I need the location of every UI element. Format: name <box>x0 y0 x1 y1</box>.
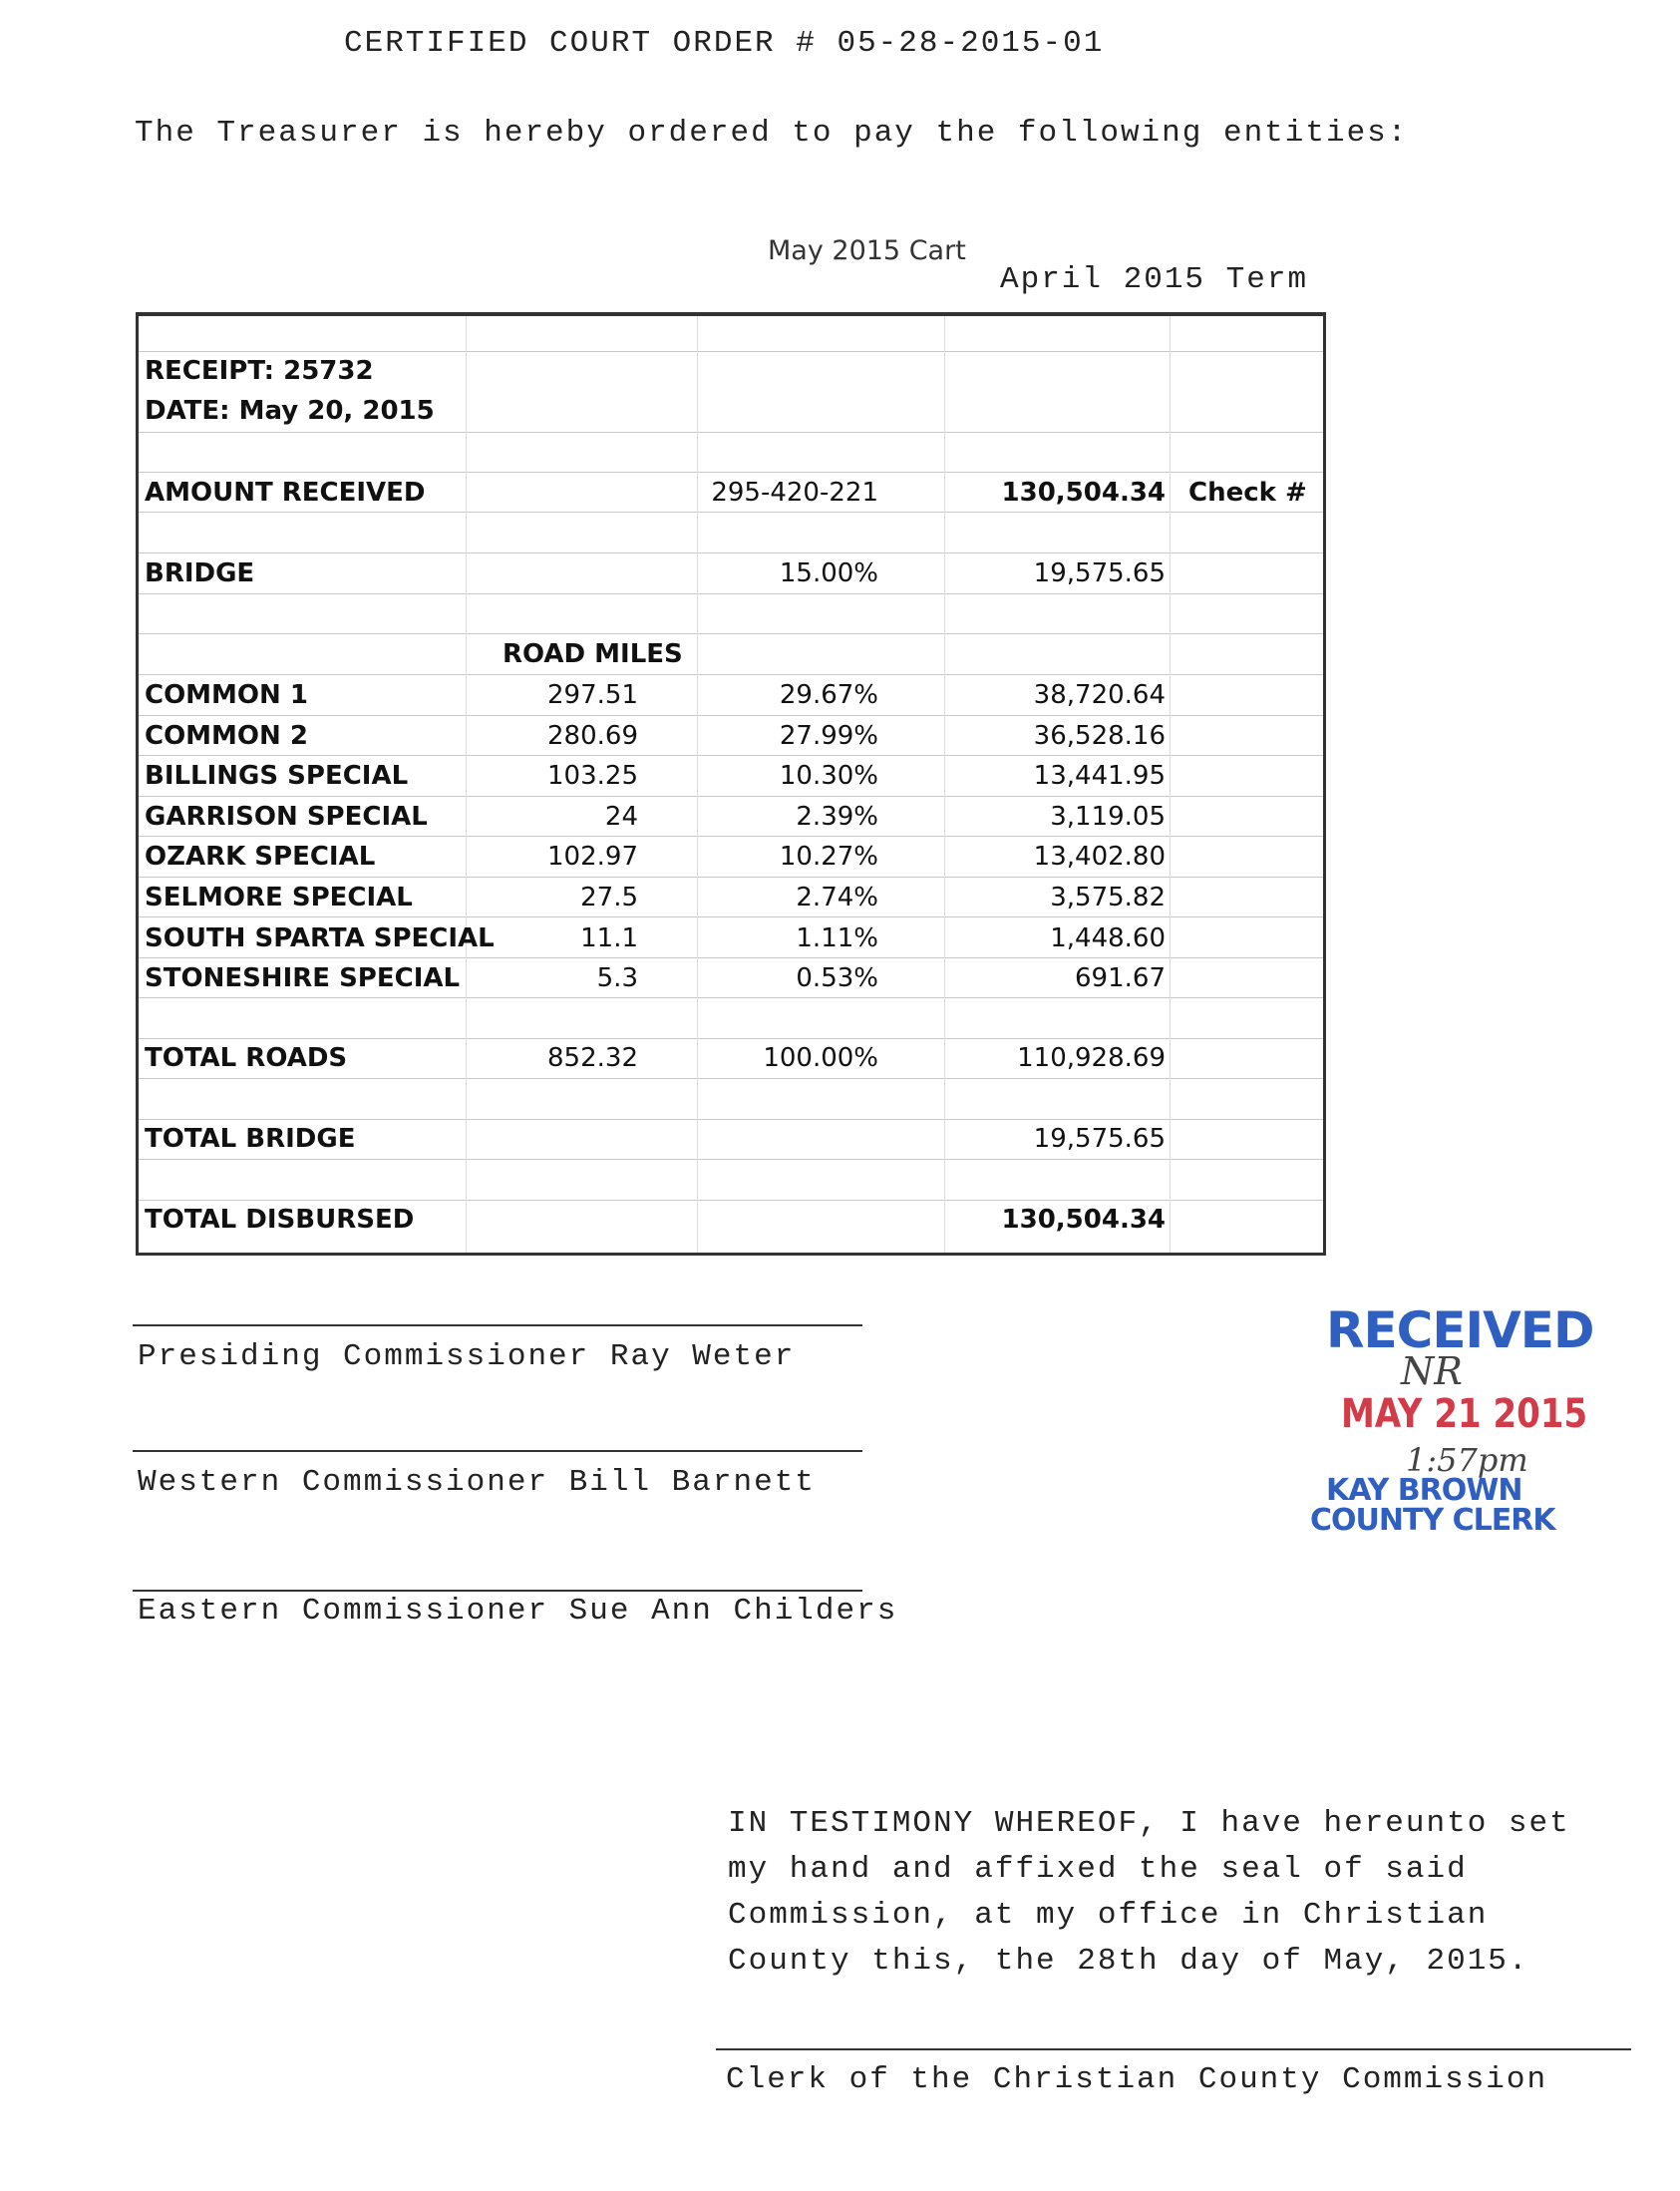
clerk-signature-line <box>716 2048 1631 2050</box>
amount-received-label: AMOUNT RECEIVED <box>145 478 426 508</box>
district-road-miles: 5.3 <box>596 963 638 993</box>
district-road-miles: 102.97 <box>547 842 638 872</box>
district-road-miles: 103.25 <box>547 761 638 791</box>
district-amount: 13,402.80 <box>1033 842 1166 872</box>
district-road-miles: 297.51 <box>547 680 638 710</box>
testimony-text: IN TESTIMONY WHEREOF, I have hereunto set my hand and affixed the seal of said Commission, at my office in Christian County this, the 28th day of May, 2015. <box>728 1806 1570 1979</box>
district-amount: 38,720.64 <box>1033 680 1166 710</box>
stamp-received-text: RECEIVED <box>1326 1301 1594 1359</box>
western-signature-line <box>133 1450 862 1452</box>
district-name: COMMON 2 <box>145 721 308 751</box>
district-amount: 13,441.95 <box>1033 761 1166 791</box>
district-road-miles: 280.69 <box>547 721 638 751</box>
district-percent: 29.67% <box>779 680 878 710</box>
district-amount: 36,528.16 <box>1033 721 1166 751</box>
district-name: COMMON 1 <box>145 680 308 710</box>
stamp-clerk-office: COUNTY CLERK <box>1310 1503 1555 1538</box>
district-percent: 10.30% <box>779 761 878 791</box>
total-roads-amount: 110,928.69 <box>1017 1043 1166 1073</box>
check-number-label: Check # <box>1188 478 1307 508</box>
district-percent: 27.99% <box>779 721 878 751</box>
total-roads-miles: 852.32 <box>547 1043 638 1073</box>
stamp-clerk-name: KAY BROWN <box>1326 1473 1522 1508</box>
receipt-number: RECEIPT: 25732 <box>145 356 374 386</box>
receipt-date: DATE: May 20, 2015 <box>145 396 435 426</box>
district-road-miles: 27.5 <box>580 883 638 913</box>
bridge-label: BRIDGE <box>145 558 255 588</box>
district-percent: 0.53% <box>796 963 878 993</box>
district-percent: 10.27% <box>779 842 878 872</box>
total-disbursed-amount: 130,504.34 <box>1001 1205 1166 1235</box>
eastern-commissioner: Eastern Commissioner Sue Ann Childers <box>138 1594 898 1629</box>
clerk-title: Clerk of the Christian County Commission <box>726 2062 1548 2097</box>
account-number: 295-420-221 <box>711 478 878 508</box>
district-name: BILLINGS SPECIAL <box>145 761 409 791</box>
total-bridge-label: TOTAL BRIDGE <box>145 1124 356 1154</box>
disbursement-table <box>136 312 1326 1256</box>
eastern-signature-line <box>133 1590 862 1592</box>
district-percent: 2.74% <box>796 883 878 913</box>
document-title: CERTIFIED COURT ORDER # 05-28-2015-01 <box>344 26 1105 61</box>
stamp-time: 1:57pm <box>1406 1441 1528 1479</box>
district-amount: 1,448.60 <box>1050 923 1166 953</box>
district-name: GARRISON SPECIAL <box>145 802 428 832</box>
district-name: STONESHIRE SPECIAL <box>145 963 461 993</box>
stamp-initials: NR <box>1401 1349 1463 1393</box>
presiding-signature-line <box>133 1324 862 1326</box>
district-amount: 691.67 <box>1075 963 1166 993</box>
amount-received-value: 130,504.34 <box>1001 478 1166 508</box>
district-road-miles: 11.1 <box>580 923 638 953</box>
district-name: SELMORE SPECIAL <box>145 883 413 913</box>
total-bridge-amount: 19,575.65 <box>1033 1124 1166 1154</box>
district-name: SOUTH SPARTA SPECIAL <box>145 923 495 953</box>
district-percent: 1.11% <box>796 923 878 953</box>
total-disbursed-label: TOTAL DISBURSED <box>145 1205 415 1235</box>
bridge-amount: 19,575.65 <box>1033 558 1166 588</box>
district-road-miles: 24 <box>604 802 638 832</box>
term-label: April 2015 Term <box>1000 262 1309 297</box>
total-roads-label: TOTAL ROADS <box>145 1043 348 1073</box>
total-roads-percent: 100.00% <box>763 1043 878 1073</box>
district-amount: 3,575.82 <box>1050 883 1166 913</box>
intro-text: The Treasurer is hereby ordered to pay the following entities: <box>135 116 1409 151</box>
stamp-date: MAY 21 2015 <box>1341 1391 1588 1437</box>
road-miles-header: ROAD MILES <box>503 639 683 669</box>
western-commissioner: Western Commissioner Bill Barnett <box>138 1465 816 1500</box>
district-percent: 2.39% <box>796 802 878 832</box>
cart-label: May 2015 Cart <box>768 235 966 266</box>
presiding-commissioner: Presiding Commissioner Ray Weter <box>138 1339 796 1374</box>
bridge-percent: 15.00% <box>779 558 878 588</box>
district-amount: 3,119.05 <box>1050 802 1166 832</box>
received-stamp <box>1306 1301 1595 1541</box>
district-name: OZARK SPECIAL <box>145 842 376 872</box>
